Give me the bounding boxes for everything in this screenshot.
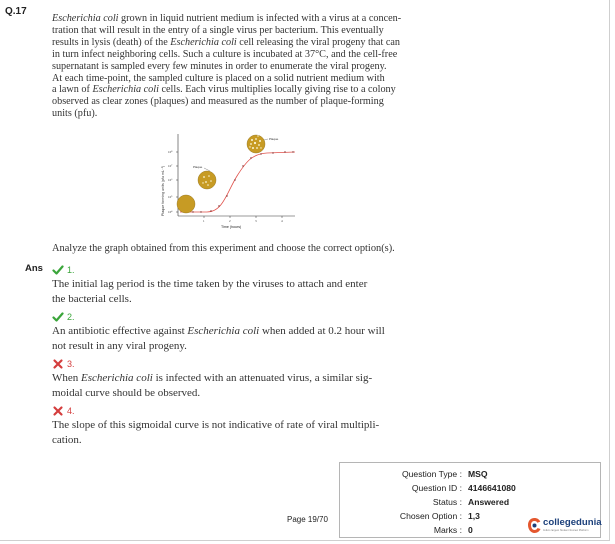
data-point <box>292 151 293 152</box>
plaque-dish-small <box>177 195 195 213</box>
question-line: units (pfu). <box>52 108 98 120</box>
meta-label: Marks : <box>433 525 462 535</box>
option-line: cation. <box>52 434 82 446</box>
plaque-pointer <box>204 168 210 171</box>
option-number: 4. <box>67 405 75 416</box>
data-point <box>284 151 285 152</box>
data-point <box>218 205 219 206</box>
data-point <box>250 157 251 158</box>
option-line: The initial lag period is the time taken by the viruses to attach and enter <box>52 278 368 290</box>
x-tick-label: 2 <box>229 219 231 223</box>
logo-wordmark: collegedunia <box>543 517 602 528</box>
meta-question-id <box>340 483 600 496</box>
option-line: moidal curve should be observed. <box>52 387 201 399</box>
data-point <box>226 195 227 196</box>
meta-value: 4146641080 <box>468 483 516 493</box>
question-text <box>52 13 424 120</box>
option-number: 1. <box>67 264 75 275</box>
meta-question-type <box>340 469 600 482</box>
option-line: An antibiotic effective against Escherichia coli when added at 0.2 hour will <box>52 325 385 337</box>
page-number: Page 19/70 <box>287 515 328 524</box>
data-point <box>234 179 235 180</box>
plaque-dish-large <box>247 135 265 153</box>
question-line: in turn infect neighboring cells. Such a culture is incubated at 37°C, and the cell-free <box>52 48 398 60</box>
question-number: Q.17 <box>5 6 27 17</box>
meta-value: 1,3 <box>468 511 480 521</box>
question-line: a lawn of Escherichia coli cells. Each virus multiplies locally giving rise to a colony <box>52 84 396 96</box>
y-tick-label: 10⁸ <box>168 150 173 154</box>
meta-label: Question Type : <box>401 469 462 479</box>
growth-curve <box>180 152 295 212</box>
meta-label: Chosen Option : <box>399 511 462 521</box>
data-point <box>210 210 211 211</box>
option-line: the bacterial cells. <box>52 293 132 305</box>
data-point <box>200 211 201 212</box>
plaque-pointer <box>264 139 268 140</box>
option-1 <box>52 263 432 307</box>
question-line: supernatant is sampled every few minutes in order to enumerate the viral progeny. <box>52 60 387 72</box>
plaque-dish-medium <box>198 171 216 189</box>
option-4 <box>52 404 432 448</box>
logo-tagline: India's largest Student Review Platform <box>543 529 589 532</box>
option-number: 3. <box>67 358 75 369</box>
growth-curve-figure <box>155 130 305 232</box>
meta-value: MSQ <box>468 469 488 479</box>
question-line: tration that will result in the entry of a single virus per bacterium. This eventually <box>52 24 384 36</box>
data-point <box>272 152 273 153</box>
option-line: not result in any viral progeny. <box>52 340 187 352</box>
meta-status <box>340 497 600 510</box>
check-icon <box>52 264 64 276</box>
option-line: The slope of this sigmoidal curve is not indicative of rate of viral multipli- <box>52 419 380 431</box>
graduation-cap-icon <box>527 517 542 535</box>
cross-icon <box>52 358 64 370</box>
x-tick-label: 1 <box>203 219 205 223</box>
question-line: results in lysis (death) of the Escherichia coli cell releasing the viral progeny that can <box>52 36 400 48</box>
graph-ylabel: Plaque forming units (pfu mL⁻¹) <box>161 165 165 216</box>
meta-value: 0 <box>468 525 473 535</box>
meta-label: Question ID : <box>411 483 462 493</box>
question-line: At each time-point, the sampled culture is placed on a solid nutrient medium with <box>52 72 385 84</box>
question-line: Escherichia coli grown in liquid nutrient medium is infected with a virus at a concen- <box>52 13 402 24</box>
collegedunia-logo <box>527 515 607 539</box>
plaque-annotation: Plaque <box>269 137 279 141</box>
x-tick-label: 3 <box>255 219 257 223</box>
y-tick-label: 10⁷ <box>168 164 173 168</box>
option-number: 2. <box>67 311 75 322</box>
x-tick-label: 4 <box>281 219 283 223</box>
y-tick-label: 10⁶ <box>168 178 173 182</box>
cross-icon <box>52 405 64 417</box>
y-tick-label: 10⁴ <box>168 210 173 214</box>
answer-label: Ans <box>25 263 43 274</box>
question-line: observed as clear zones (plaques) and measured as the number of plaque-forming <box>52 96 384 108</box>
graph-xlabel: Time (hours) <box>221 225 242 229</box>
check-icon <box>52 311 64 323</box>
meta-label: Status : <box>432 497 462 507</box>
meta-value: Answered <box>468 497 510 507</box>
y-tick-label: 10⁵ <box>168 195 173 199</box>
data-point <box>260 153 261 154</box>
option-2 <box>52 310 432 354</box>
data-point <box>192 211 193 212</box>
question-prompt: Analyze the graph obtained from this experiment and choose the correct option(s). <box>52 243 395 254</box>
option-line: When Escherichia coli is infected with an attenuated virus, a similar sig- <box>52 372 373 384</box>
plaque-annotation: Plaque <box>193 165 203 169</box>
data-point <box>242 165 243 166</box>
option-3 <box>52 357 432 401</box>
